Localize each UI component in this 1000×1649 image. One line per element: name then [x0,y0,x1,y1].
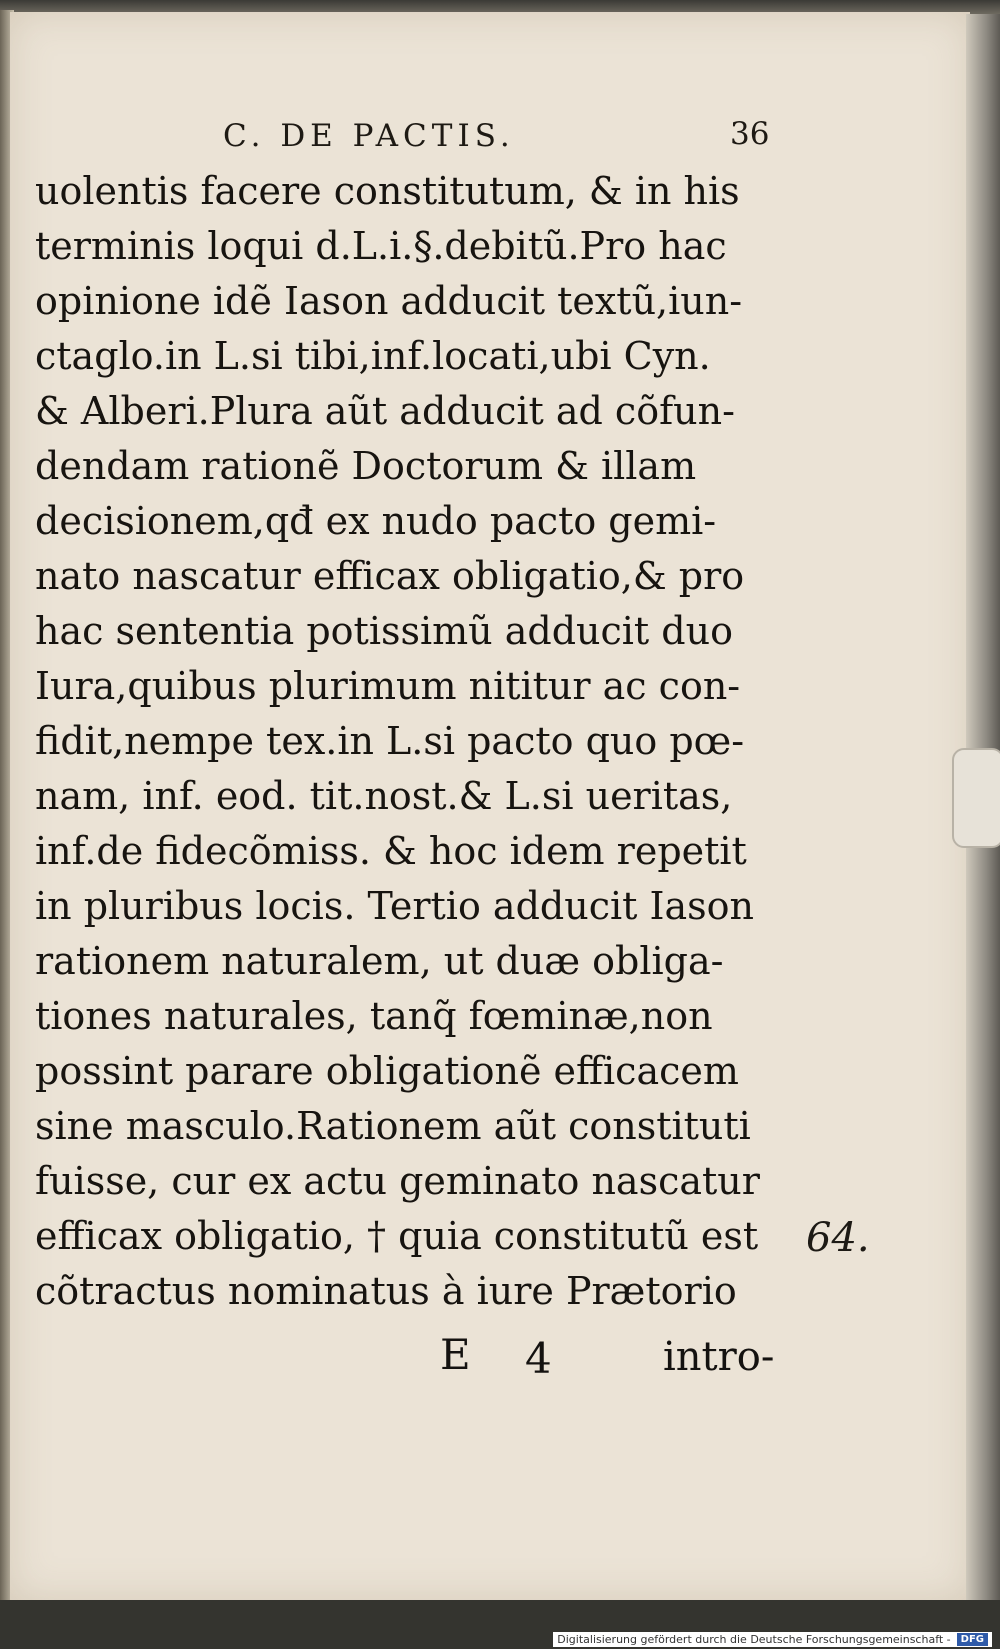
text-line: inf.de fidecõmiss. & hoc idem repetit [35,829,747,873]
text-line: in pluribus locis. Tertio adducit Iason [35,884,754,928]
text-line: nato nascatur efficax obligatio,& pro [35,554,745,598]
text-line: hac sententia potissimũ adducit duo [35,609,733,653]
text-line: sine masculo.Rationem aũt constituti [35,1104,751,1148]
text-line: ctaglo.in L.si tibi,inf.locati,ubi Cyn. [35,334,711,378]
text-line: cõtractus nominatus à iure Prætorio [35,1269,737,1313]
running-head: C. DE PACTIS. [223,118,515,154]
digitization-credit [553,1632,992,1647]
book-page [10,12,970,1600]
text-line: fidit,nempe tex.in L.si pacto quo pœ- [35,719,745,763]
page-tab [952,748,1000,848]
text-line: possint parare obligationẽ efficacem [35,1049,739,1093]
text-line: Iura,quibus plurimum nititur ac con- [35,664,741,708]
text-line: decisionem,qđ ex nudo pacto gemi- [35,499,717,543]
text-line: nam, inf. eod. tit.nost.& L.si ueritas, [35,774,733,818]
text-line: fuisse, cur ex actu geminato nascatur [35,1159,760,1203]
text-line: dendam rationẽ Doctorum & illam [35,444,697,488]
signature-line [40,1330,800,1390]
signature-letter: E [440,1330,471,1379]
text-line: rationem naturalem, ut duæ obliga- [35,939,724,983]
text-line: efficax obligatio, † quia constitutũ est [35,1214,759,1258]
credit-text: Digitalisierung gefördert durch die Deutsche Forschungsgemeinschaft - [557,1633,951,1646]
text-line: terminis loqui d.L.i.§.debitũ.Pro hac [35,224,727,268]
page-number: 36 [730,116,770,152]
body-text [35,164,790,1319]
page-header [40,112,780,164]
text-line: uolentis facere constitutum, & in his [35,169,740,213]
dfg-logo: DFG [957,1633,988,1646]
text-line: & Alberi.Plura aũt adducit ad cõfun- [35,389,735,433]
signature-number: 4 [525,1334,552,1383]
text-line: opinione idẽ Iason adducit textũ,iun- [35,279,743,323]
text-line: tiones naturales, tanq̃ fœminæ,non [35,994,713,1038]
catchword: intro- [663,1334,775,1380]
handwritten-margin-note: 64. [806,1215,870,1261]
